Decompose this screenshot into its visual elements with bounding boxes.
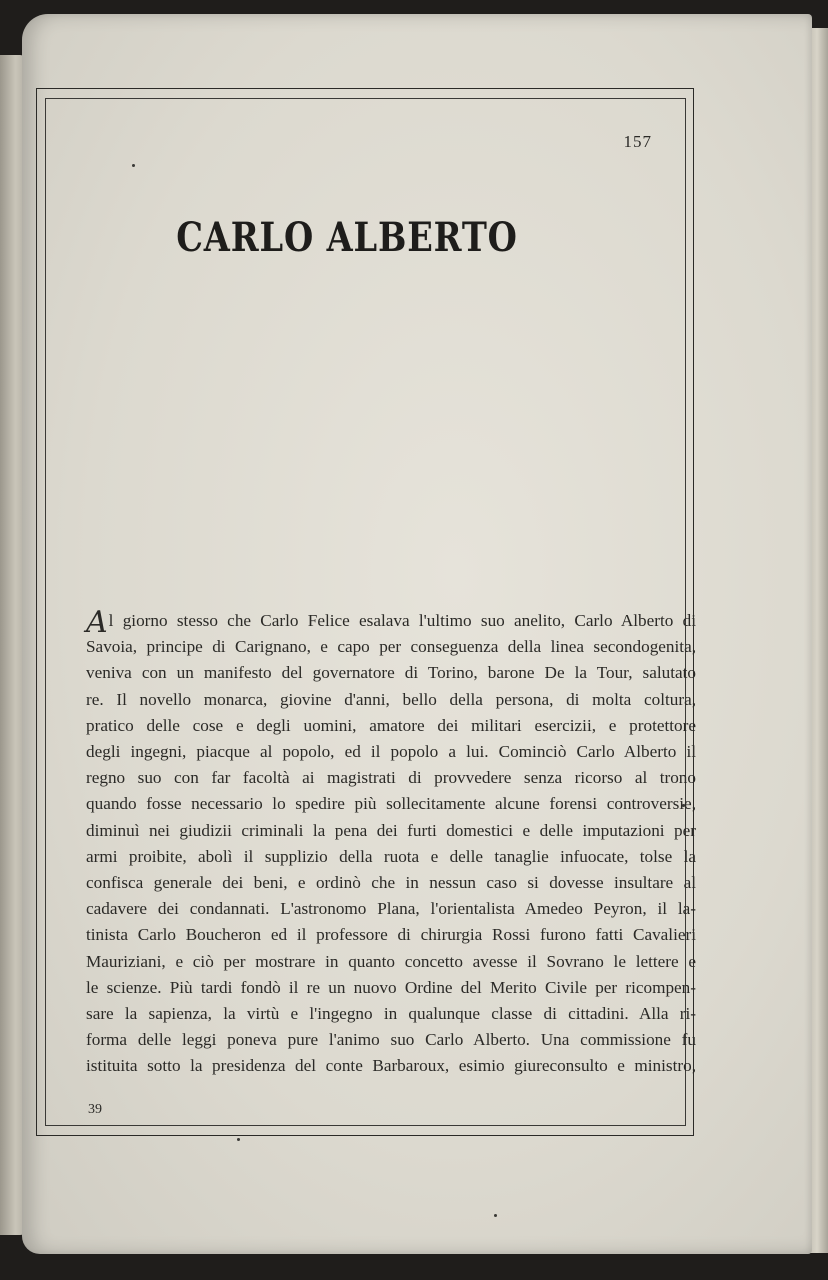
text-line: Mauriziani, e ciò per mostrare in quanto concetto avesse il Sovrano le lettere e bbox=[86, 951, 696, 971]
book-page bbox=[22, 14, 812, 1254]
ink-speck bbox=[237, 1138, 240, 1141]
signature-mark: 39 bbox=[88, 1102, 102, 1117]
text-line: regno suo con far facoltà ai magistrati di provvedere senza ricorso al trono bbox=[86, 768, 696, 788]
text-line: istituita sotto la presidenza del conte Barbaroux, esimio giureconsulto e ministro, bbox=[86, 1056, 696, 1076]
text-line: diminuì nei giudizii criminali la pena dei furti domestici e delle imputazioni per bbox=[86, 820, 696, 840]
ink-speck bbox=[494, 1214, 497, 1217]
text-line: tinista Carlo Boucheron ed il professore di chirurgia Rossi furono fatti Cavalieri bbox=[86, 925, 696, 945]
page-number: 157 bbox=[623, 132, 652, 151]
text-line: degli ingegni, piacque al popolo, ed il popolo a lui. Cominciò Carlo Alberto il bbox=[86, 742, 696, 762]
text-line: confisca generale dei beni, e ordinò che in nessun caso si dovesse insultare al bbox=[86, 873, 696, 893]
text-line: forma delle leggi poneva pure l'animo suo Carlo Alberto. Una commissione fu bbox=[86, 1030, 696, 1050]
text-line: cadavere dei condannati. L'astronomo Plana, l'orientalista Amedeo Peyron, il la- bbox=[86, 899, 696, 919]
text-line: pratico delle cose e degli uomini, amatore dei militari esercizii, e protettore bbox=[86, 715, 696, 735]
ink-speck bbox=[132, 164, 135, 167]
text-line: armi proibite, abolì il supplizio della ruota e delle tanaglie infuocate, tolse la bbox=[86, 846, 696, 866]
text-line: veniva con un manifesto del governatore di Torino, barone De la Tour, salutato bbox=[86, 663, 696, 683]
drop-cap: A bbox=[86, 605, 108, 640]
text-line: sare la sapienza, la virtù e l'ingegno in qualunque classe di cittadini. Alla ri- bbox=[86, 1004, 696, 1024]
text-line: Savoia, principe di Carignano, e capo per conseguenza della linea secondogenita, bbox=[86, 637, 696, 657]
text-line: le scienze. Più tardi fondò il re un nuovo Ordine del Merito Civile per ricompen- bbox=[86, 977, 696, 997]
text-line: quando fosse necessario lo spedire più sollecitamente alcune forensi controversie, bbox=[86, 794, 696, 814]
text-line: re. Il novello monarca, giovine d'anni, bello della persona, di molta coltura, bbox=[86, 689, 696, 709]
body-paragraph bbox=[86, 605, 696, 1080]
chapter-title: CARLO ALBERTO bbox=[176, 214, 518, 261]
text-line: Al giorno stesso che Carlo Felice esalava l'ultimo suo anelito, Carlo Alberto di bbox=[86, 605, 696, 640]
